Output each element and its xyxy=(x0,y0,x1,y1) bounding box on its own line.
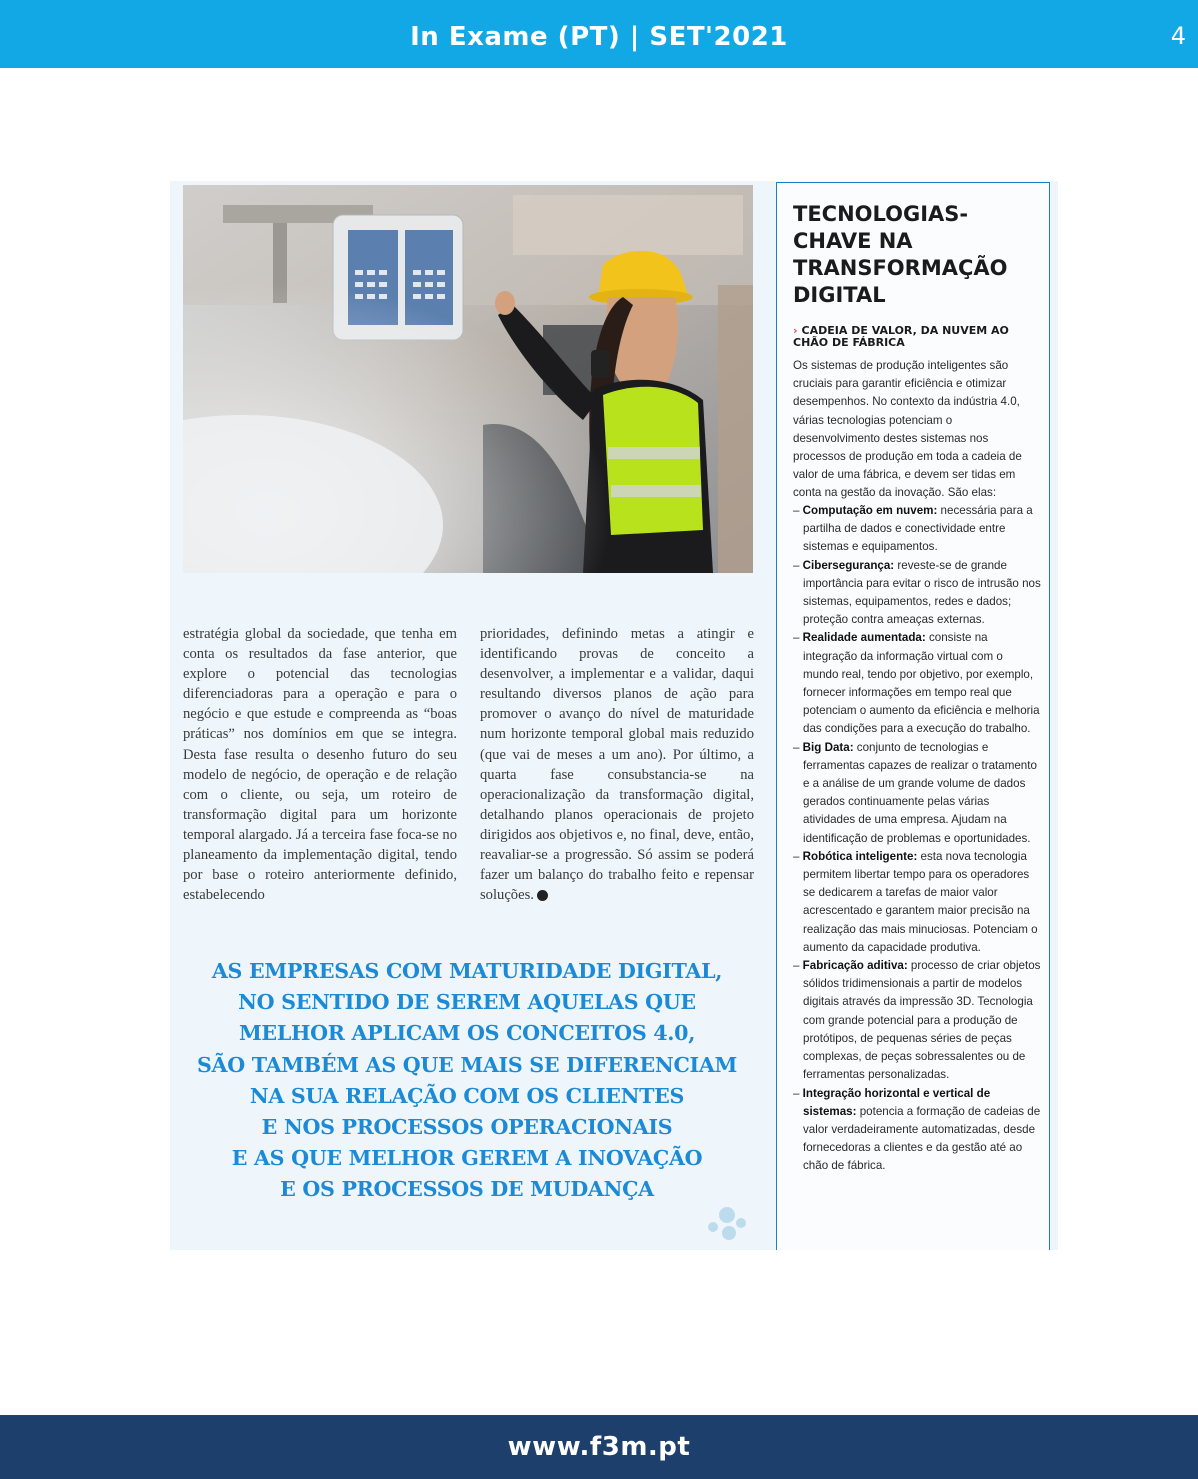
chevron-right-icon: › xyxy=(793,324,798,337)
pull-quote-line: NA SUA RELAÇÃO COM OS CLIENTES xyxy=(249,1083,685,1108)
list-item-text: reveste-se de grande importância para evitar o risco de intrusão nos sistemas, equipamentos, redes e dados; proteção contra ameaças externas. xyxy=(803,558,1041,627)
list-item-term: Realidade aumentada: xyxy=(802,631,926,645)
article-column-2-text: prioridades, definindo metas a atingir e identificando provas de conceito a desenvolver, a implementar e a validar, daqui resultando diversos planos de ação para promover o avanço do nível de maturidade num horizonte temporal global mais reduzido (que vai de meses a um ano). Por último, a quarta fase consubstancia-se na operacionalização da transformação digital, detalhando planos operacionais de projeto dirigidos aos objetivos e, no final, deve, então, reavaliar-se a progressão. Só assim se poderá fazer um balanço do trabalho feito e repensar soluções. xyxy=(480,626,754,904)
list-item: – Computação em nuvem: necessária para a partilha de dados e conectividade entre sistemas e equipamentos. xyxy=(793,504,1033,554)
list-item: – Realidade aumentada: consiste na integração da informação virtual com o mundo real, tendo por objetivo, por exemplo, fornecer informações em tempo real que potenciam o aumento da eficiência e melhoria das condições para a execução do trabalho. xyxy=(793,631,1040,736)
pull-quote xyxy=(186,956,748,1206)
page-number: 4 xyxy=(1170,22,1186,50)
list-item: – Fabricação aditiva: processo de criar objetos sólidos tridimensionais a partir de modelos digitais através da impressão 3D. Tecnologia com grande potencial para a produção de protótipos, de pequenas séries de peças complexas, de peças sobressalentes ou de ferramentas personalizadas. xyxy=(793,959,1041,1082)
end-of-article-icon xyxy=(537,890,548,901)
list-item-term: Computação em nuvem: xyxy=(802,504,938,517)
article-column-2 xyxy=(480,624,754,905)
pull-quote-line: E AS QUE MELHOR GEREM A INOVAÇÃO xyxy=(231,1146,703,1171)
list-item-term: Integração horizontal e vertical de sistemas: xyxy=(802,1086,991,1118)
list-item-text: consiste na integração da informação virtual com o mundo real, tendo por objetivo, por exemplo, fornecer informações em tempo real que potenciam o aumento da eficiência e melhoria das condições para a execução do trabalho. xyxy=(803,631,1040,736)
technology-list xyxy=(793,502,1041,1176)
pull-quote-line: AS EMPRESAS COM MATURIDADE DIGITAL, xyxy=(211,959,723,983)
sidebar-box xyxy=(776,182,1050,1250)
sidebar-subtitle xyxy=(793,325,1033,349)
list-item-term: Fabricação aditiva: xyxy=(802,959,908,973)
list-item: – Big Data: conjunto de tecnologias e ferramentas capazes de realizar o tratamento e a análise de um grande volume de dados gerados continuamente pelas várias atividades de uma empresa. Ajudam na identificação de problemas e oportunidades. xyxy=(793,740,1037,845)
list-item-text: processo de criar objetos sólidos tridimensionais a partir de modelos digitais através da impressão 3D. Tecnologia com grande potencial para a produção de protótipos, de pequenas séries de peças complexas, de peças sobressalentes ou de ferramentas personalizadas. xyxy=(803,959,1041,1082)
list-item-text: necessária para a partilha de dados e conectividade entre sistemas e equipamentos. xyxy=(803,504,1033,554)
website-link[interactable]: www.f3m.pt xyxy=(507,1432,691,1462)
publication-title: In Exame (PT) | SET'2021 xyxy=(410,22,788,52)
list-item: – Robótica inteligente: esta nova tecnologia permitem libertar tempo para os operadores se dedicarem a tarefas de maior valor acrescentado e garantem maior precisão na realização das mais minuciosas. Potenciam o aumento da capacidade produtiva. xyxy=(793,849,1038,954)
list-item-term: Big Data: xyxy=(802,740,854,754)
magazine-page xyxy=(170,181,1058,1250)
pull-quote-line: E OS PROCESSOS DE MUDANÇA xyxy=(280,1177,654,1202)
list-item-text: esta nova tecnologia permitem libertar tempo para os operadores se dedicarem a tarefas de maior valor acrescentado e garantem maior precisão na realização das mais minuciosas. Potenciam o aumento da capacidade produtiva. xyxy=(803,849,1038,954)
pull-quote-line: MELHOR APLICAM OS CONCEITOS 4.0, xyxy=(238,1021,696,1046)
decorative-dots-icon xyxy=(705,1201,753,1254)
list-item-term: Cibersegurança: xyxy=(802,558,895,572)
sidebar-intro: Os sistemas de produção inteligentes são cruciais para garantir eficiência e otimizar desempenhos. No contexto da indústria 4.0, várias tecnologias potenciam o desenvolvimento destes sistemas nos processos de produção em toda a cadeia de valor de uma fábrica, e devem ser tidas em conta na gestão da inovação. São elas: xyxy=(793,359,1022,500)
list-item-text: conjunto de tecnologias e ferramentas capazes de realizar o tratamento e a análise de um grande volume de dados gerados continuamente pelas várias atividades de uma empresa. Ajudam na identificação de problemas e oportunidades. xyxy=(803,740,1037,845)
sidebar-title: TECNOLOGIAS-CHAVE NA TRANSFORMAÇÃO DIGITAL xyxy=(793,202,1008,307)
article-column-1: estratégia global da sociedade, que tenha em conta os resultados da fase anterior, que explore o potencial das tecnologias diferenciadoras para a operação e para o negócio e que estude e compreenda as “boas práticas” nos domínios em que se integra. Desta fase resulta o desenho futuro do seu modelo de negócio, de operação e de relação com o cliente, ou seja, um roteiro de transformação digital para um horizonte temporal alargado. Já a terceira fase foca-se no planeamento da implementação digital, tendo por base o roteiro anteriormente definido, estabelecendo xyxy=(183,626,457,904)
header-bar xyxy=(0,0,1198,68)
sidebar-subtitle-text: CADEIA DE VALOR, DA NUVEM AO CHÃO DE FÁBRICA xyxy=(793,324,1009,349)
list-item-term: Robótica inteligente: xyxy=(802,849,918,863)
list-item: – Cibersegurança: reveste-se de grande importância para evitar o risco de intrusão nos sistemas, equipamentos, redes e dados; proteção contra ameaças externas. xyxy=(793,558,1041,627)
list-item: – Integração horizontal e vertical de sistemas: potencia a formação de cadeias de valor verdadeiramente automatizadas, desde fornecedoras a clientes e da gestão até ao chão de fábrica. xyxy=(793,1086,1041,1173)
list-item-text: potencia a formação de cadeias de valor verdadeiramente automatizadas, desde fornecedoras a clientes e da gestão até ao chão de fábrica. xyxy=(803,1104,1041,1173)
pull-quote-line: SÃO TAMBÉM AS QUE MAIS SE DIFERENCIAM xyxy=(196,1052,738,1077)
pull-quote-line: NO SENTIDO DE SEREM AQUELAS QUE xyxy=(238,990,696,1015)
factory-worker-photo xyxy=(183,185,753,573)
pull-quote-line: E NOS PROCESSOS OPERACIONAIS xyxy=(261,1115,673,1140)
footer-bar xyxy=(0,1415,1198,1479)
